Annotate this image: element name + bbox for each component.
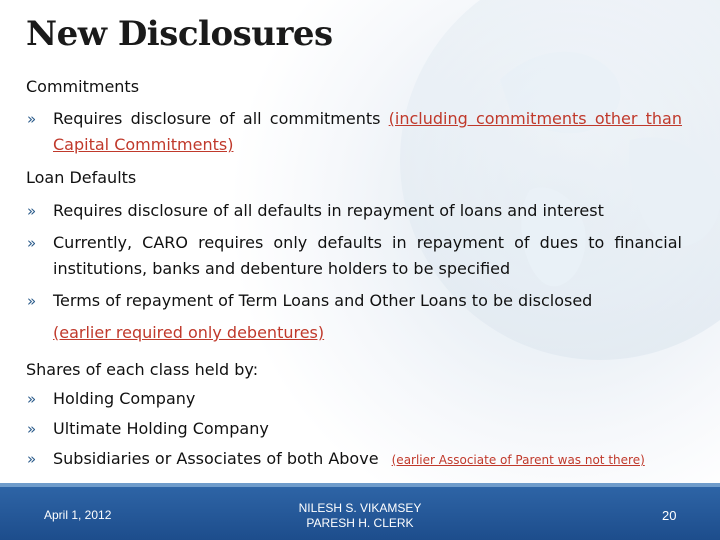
bullet-text: Requires disclosure of all defaults in repayment of loans and interest [53, 201, 604, 220]
list-item [26, 106, 682, 158]
section-heading-commitments: Commitments [26, 77, 140, 96]
bullet-text: Subsidiaries or Associates of both Above [53, 449, 379, 468]
page-number: 20 [662, 508, 677, 523]
bullet-icon: » [27, 450, 37, 468]
list-item [26, 288, 682, 314]
list-item [26, 230, 682, 282]
footer-date: April 1, 2012 [44, 508, 112, 522]
list-item [26, 446, 682, 473]
note-line [26, 320, 682, 346]
bullet-text: Holding Company [53, 389, 196, 408]
bullet-icon: » [27, 202, 37, 220]
section-heading-shares: Shares of each class held by: [26, 360, 259, 379]
footer-stripe [0, 483, 720, 487]
bullet-icon: » [27, 420, 37, 438]
bullet-icon: » [27, 292, 37, 310]
bullet-text: Requires disclosure of all commitments [53, 109, 389, 128]
highlight-note: (earlier required only debentures) [53, 323, 325, 342]
highlight-note: (including commitments other than Capital Commitments) [53, 109, 682, 154]
footer-author: NILESH S. VIKAMSEY [298, 501, 422, 515]
section-heading-loan-defaults: Loan Defaults [26, 168, 137, 187]
bullet-icon: » [27, 110, 37, 128]
bullet-icon: » [27, 234, 37, 252]
list-item [26, 198, 682, 224]
bullet-icon: » [27, 390, 37, 408]
list-item [26, 386, 682, 412]
footer-bar [0, 483, 720, 540]
page-title: New Disclosures [26, 14, 333, 54]
bullet-text: Ultimate Holding Company [53, 419, 269, 438]
footer-author: PARESH H. CLERK [306, 516, 414, 530]
highlight-note: (earlier Associate of Parent was not there) [391, 453, 645, 467]
bullet-text: Terms of repayment of Term Loans and Other Loans to be disclosed [53, 291, 593, 310]
footer-authors [280, 501, 440, 531]
bullet-text: Currently, CARO requires only defaults in repayment of dues to financial institutions, banks and debenture holders to be specified [53, 233, 682, 278]
list-item [26, 416, 682, 442]
